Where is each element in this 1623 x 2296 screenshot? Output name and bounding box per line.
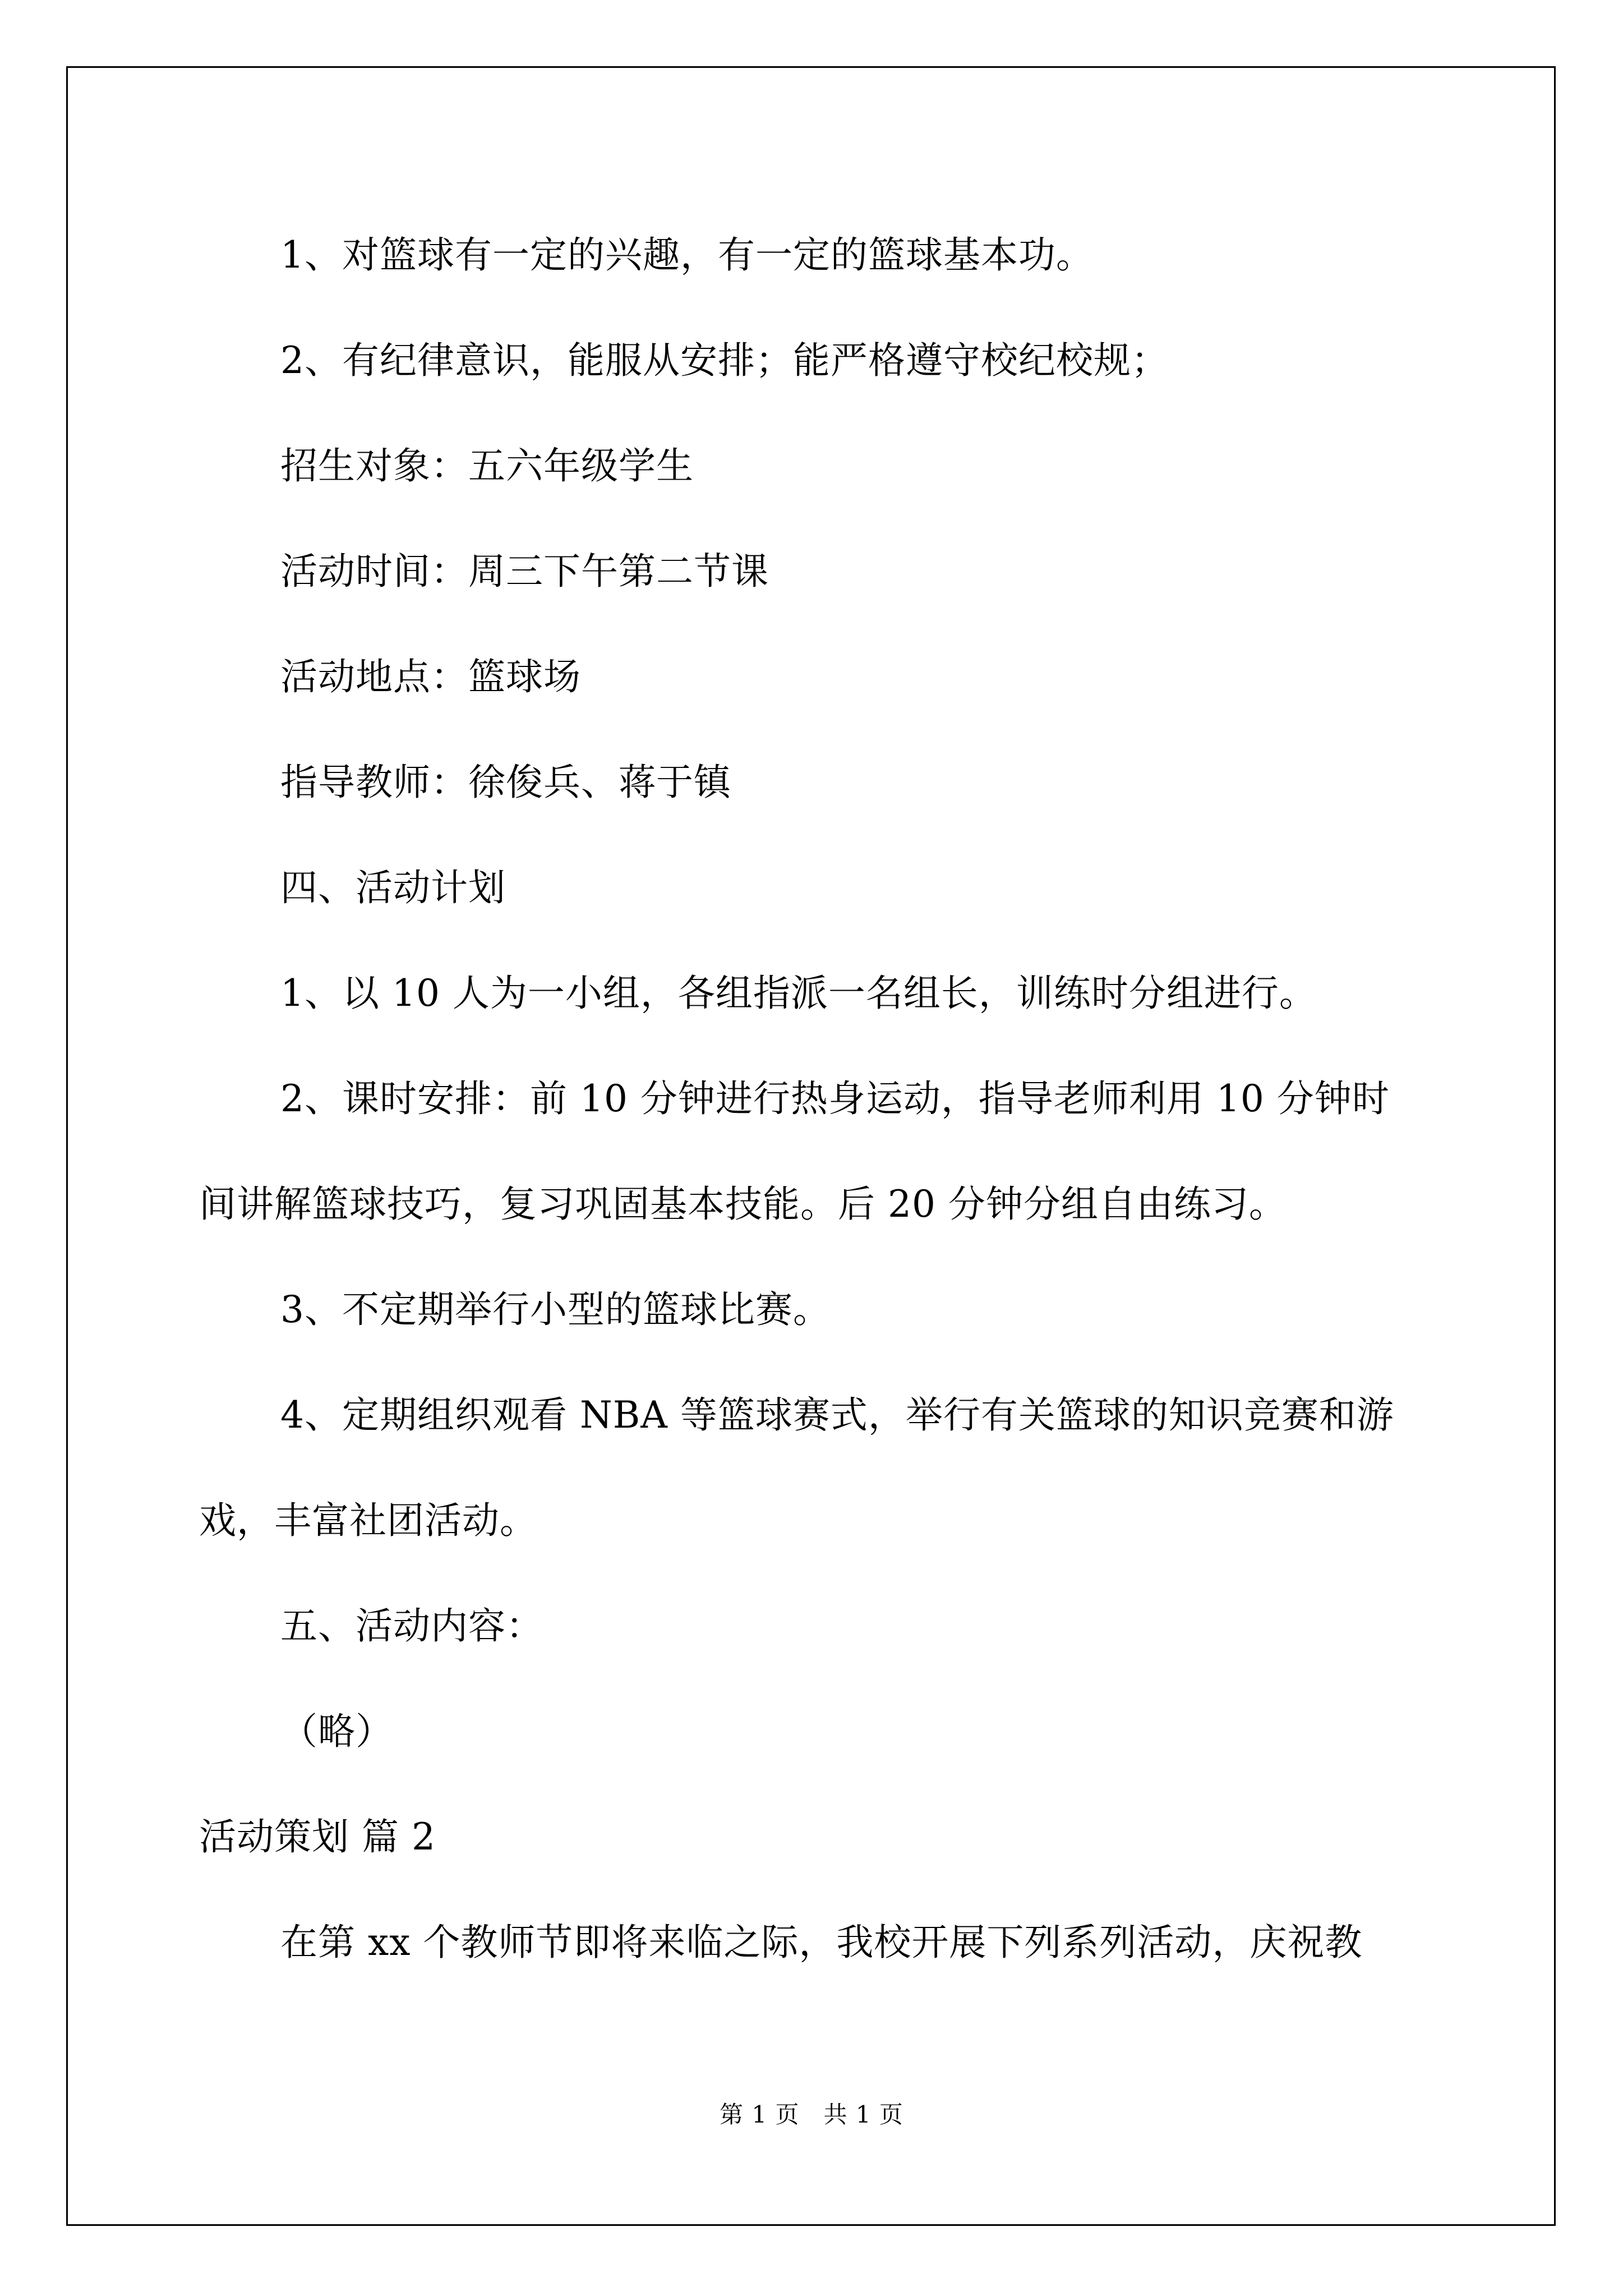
page-footer: 第 1 页 共 1 页: [720, 2101, 903, 2128]
paragraph-line: 活动时间：周三下午第二节课: [280, 550, 769, 593]
paragraph-line: 2、课时安排：前 10 分钟进行热身运动，指导老师利用 10 分钟时: [280, 1077, 1390, 1120]
paragraph-line: 4、定期组织观看 NBA 等篮球赛式，举行有关篮球的知识竞赛和游: [280, 1393, 1394, 1437]
section-heading: 四、活动计划: [280, 866, 506, 909]
paragraph-line: 2、有纪律意识，能服从安排；能严格遵守校纪校规；: [280, 339, 1169, 382]
paragraph-line: 招生对象：五六年级学生: [280, 444, 694, 487]
paragraph-line: 指导教师：徐俊兵、蒋于镇: [280, 761, 731, 804]
paragraph-line: （略）: [280, 1710, 393, 1753]
paragraph-line: 活动地点：篮球场: [280, 655, 581, 698]
section-heading: 五、活动内容：: [280, 1604, 543, 1648]
page-border: [66, 66, 1556, 2226]
paragraph-line: 在第 xx 个教师节即将来临之际，我校开展下列系列活动，庆祝教: [280, 1921, 1363, 1964]
paragraph-line: 1、以 10 人为一小组，各组指派一名组长，训练时分组进行。: [280, 972, 1317, 1015]
paragraph-line: 戏，丰富社团活动。: [199, 1499, 537, 1542]
paragraph-line: 1、对篮球有一定的兴趣，有一定的篮球基本功。: [280, 233, 1094, 277]
document-heading: 活动策划 篇 2: [199, 1815, 436, 1858]
paragraph-line: 3、不定期举行小型的篮球比赛。: [280, 1288, 831, 1331]
paragraph-line: 间讲解篮球技巧，复习巩固基本技能。后 20 分钟分组自由练习。: [199, 1182, 1287, 1226]
